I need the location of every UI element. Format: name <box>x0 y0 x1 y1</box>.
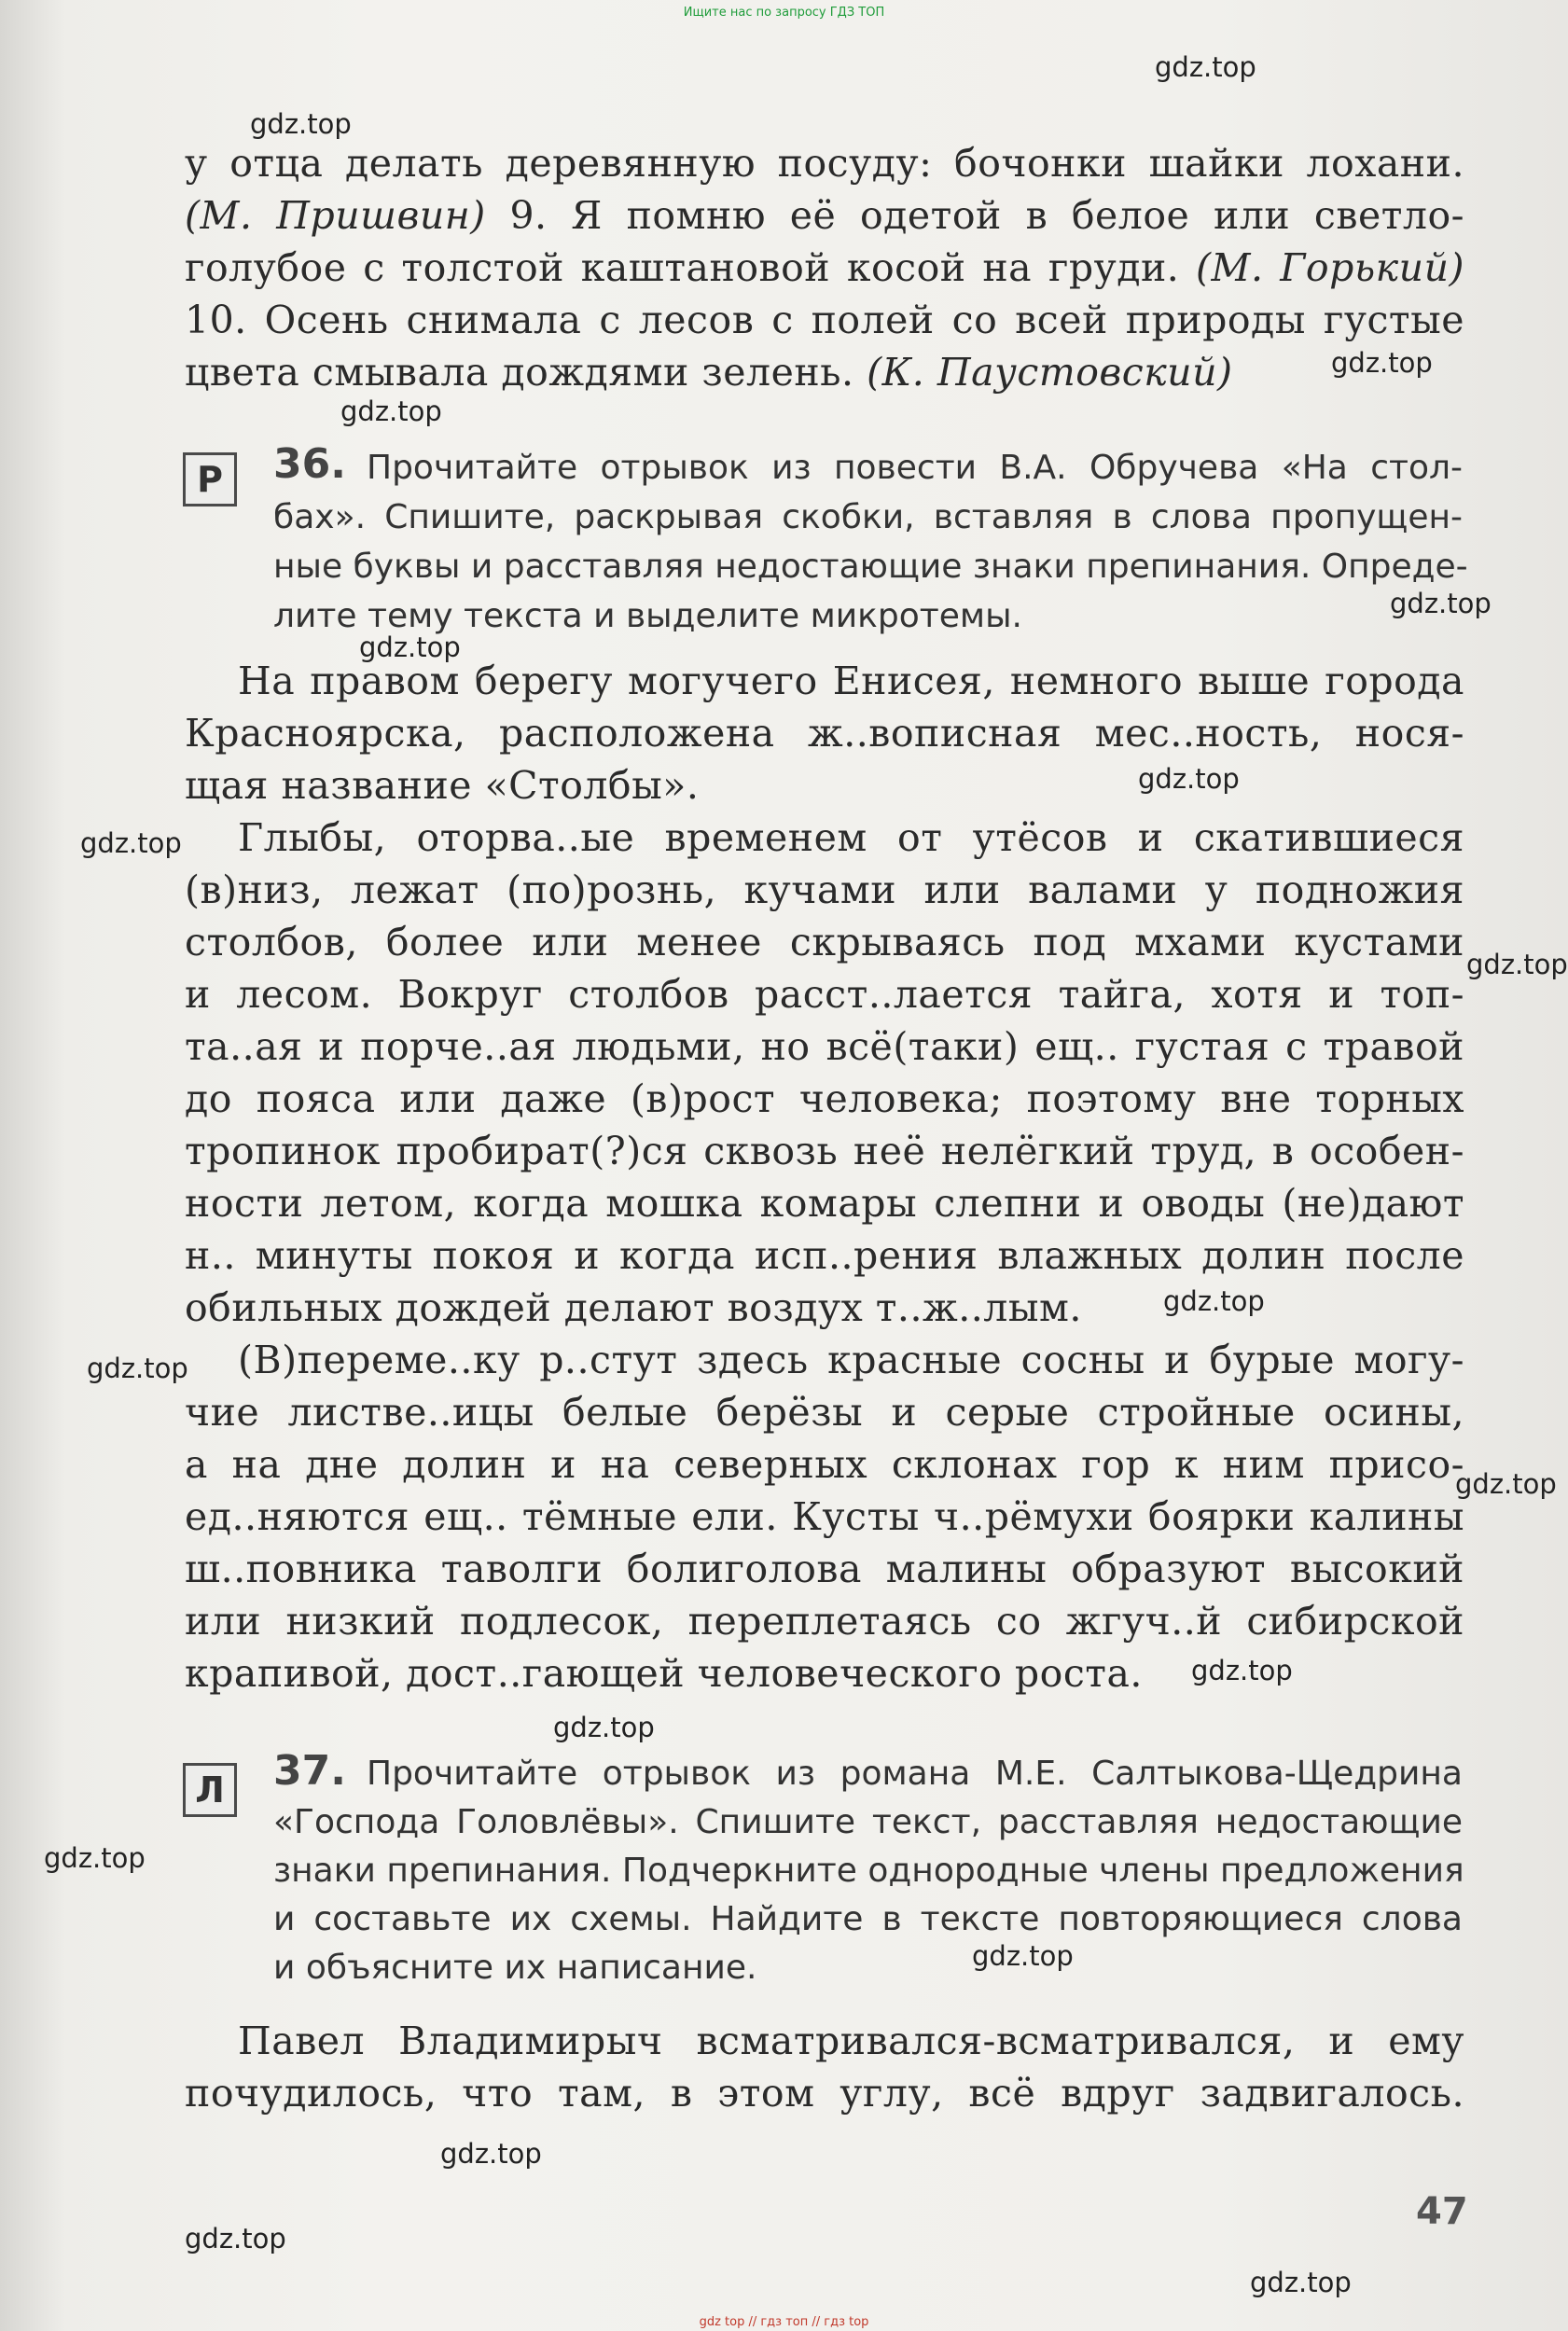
task-36-number: 36. <box>273 440 346 488</box>
task-36-text-line-17: ед..няются ещ.. тёмные ели. Кусты ч..рёмухи боярки калины <box>185 1494 1464 1539</box>
task-36-text-line-9: до пояса или даже (в)рост человека; поэтому вне торных <box>185 1076 1464 1121</box>
watermark: gdz.top <box>87 1353 188 1384</box>
task-36-text-line-15: чие листве..ицы белые берёзы и серые стройные осины, <box>185 1390 1464 1435</box>
watermark: gdz.top <box>1163 1285 1265 1317</box>
watermark: gdz.top <box>1331 347 1433 379</box>
intro-line-5-text: цвета смывала дождями зелень. <box>185 350 854 395</box>
task-36-text-line-2: Красноярска, расположена ж..вописная мес..ность, нося- <box>185 711 1464 756</box>
intro-line-3 <box>185 242 1464 294</box>
task-36-text-line-14: (В)переме..ку р..стут здесь красные сосны и бурые могу- <box>238 1338 1464 1382</box>
task-36-text-line-1: На правом берегу могучего Енисея, немного выше города <box>238 659 1464 703</box>
task-36-text-line-7: и лесом. Вокруг столбов расст..лается тайга, хотя и топ- <box>185 972 1464 1017</box>
task-36-text-line-20: крапивой, дост..гающей человеческого роста. <box>185 1651 1143 1696</box>
task-36-line-3: ные буквы и расставляя недостающие знаки препинания. Опреде- <box>273 548 1468 586</box>
watermark: gdz.top <box>972 1940 1074 1972</box>
task-36-marker: Р <box>183 452 237 506</box>
task-36-text-line-18: ш..повника таволги болиголова малины образуют высокий <box>185 1547 1464 1591</box>
top-note: Ищите нас по запросу ГДЗ ТОП <box>683 6 885 20</box>
intro-line-2-text: 9. Я помню её одетой в белое или светло- <box>509 193 1464 238</box>
watermark: gdz.top <box>250 108 352 140</box>
task-36-text-line-3: щая название «Столбы». <box>185 763 700 808</box>
watermark: gdz.top <box>553 1712 655 1743</box>
watermark: gdz.top <box>185 2223 286 2255</box>
task-37-text-line-1: Павел Владимирыч всматривался-всматривался, и ему <box>238 2019 1464 2063</box>
intro-line-5 <box>185 346 1464 398</box>
task-36-text-line-16: а на дне долин и на северных склонах гор к ним присо- <box>185 1442 1464 1487</box>
watermark: gdz.top <box>359 631 461 663</box>
task-37-line-2: «Господа Головлёвы». Спишите текст, расставляя недостающие <box>273 1803 1463 1841</box>
task-36-text-line-12: н.. минуты покоя и когда исп..рения влажных долин после <box>185 1233 1464 1278</box>
watermark: gdz.top <box>1455 1468 1557 1500</box>
watermark: gdz.top <box>440 2138 542 2170</box>
task-36-line-1: Прочитайте отрывок из повести В.А. Обручева «На стол- <box>367 449 1463 487</box>
intro-line-3-text: голубое с толстой каштановой косой на груди. <box>185 245 1180 290</box>
watermark: gdz.top <box>1155 51 1256 83</box>
task-37-number: 37. <box>273 1747 346 1795</box>
intro-line-2 <box>185 189 1464 242</box>
task-37-line-5: и объясните их написание. <box>273 1949 757 1987</box>
page-number: 47 <box>1416 2190 1468 2233</box>
bottom-note: gdz top // гдз топ // гдз top <box>699 2315 869 2329</box>
task-37-line-3: знаки препинания. Подчеркните однородные члены предложения <box>273 1852 1464 1890</box>
task-36-text-line-19: или низкий подлесок, переплетаясь со жгуч..й сибирской <box>185 1599 1464 1644</box>
task-36-text-line-4: Глыбы, оторва..ые временем от утёсов и скатившиеся <box>238 815 1464 860</box>
watermark: gdz.top <box>1138 763 1240 795</box>
watermark: gdz.top <box>1390 588 1492 619</box>
task-37-text-line-2: почудилось, что там, в этом углу, всё вдруг задвигалось. <box>185 2071 1464 2116</box>
intro-line-1: у отца делать деревянную посуду: бочонки шайки лохани. <box>185 141 1464 186</box>
author-paustovsky: (К. Паустовский) <box>867 350 1233 395</box>
task-37-line-1: Прочитайте отрывок из романа М.Е. Салтыкова-Щедрина <box>367 1755 1463 1793</box>
task-36-text-line-5: (в)низ, лежат (по)рознь, кучами или валами у подножия <box>185 867 1464 912</box>
author-prishvin: (М. Пришвин) <box>185 193 486 238</box>
watermark: gdz.top <box>1191 1655 1293 1686</box>
task-36-text-line-6: столбов, более или менее скрываясь под мхами кустами <box>185 920 1464 964</box>
task-36-line-2: бах». Спишите, раскрывая скобки, вставляя в слова пропущен- <box>273 498 1463 536</box>
watermark: gdz.top <box>1466 949 1568 980</box>
task-37-marker: Л <box>183 1763 237 1817</box>
task-37-line-4: и составьте их схемы. Найдите в тексте повторяющиеся слова <box>273 1900 1463 1938</box>
watermark: gdz.top <box>340 395 442 427</box>
task-36-text-line-10: тропинок пробират(?)ся сквозь неё нелёгкий труд, в особен- <box>185 1129 1464 1173</box>
task-36-line-4: лите тему текста и выделите микротемы. <box>273 597 1022 635</box>
task-36-text-line-8: та..ая и порче..ая людьми, но всё(таки) ещ.. густая с травой <box>185 1024 1464 1069</box>
author-gorky: (М. Горький) <box>1196 245 1464 290</box>
intro-line-4: 10. Осень снимала с лесов с полей со всей природы густые <box>185 298 1464 342</box>
task-36-text-line-13: обильных дождей делают воздух т..ж..лым. <box>185 1285 1082 1330</box>
watermark: gdz.top <box>1250 2267 1352 2298</box>
watermark: gdz.top <box>44 1842 146 1874</box>
watermark: gdz.top <box>80 827 182 859</box>
task-36-text-line-11: ности летом, когда мошка комары слепни и оводы (не)дают <box>185 1181 1464 1226</box>
